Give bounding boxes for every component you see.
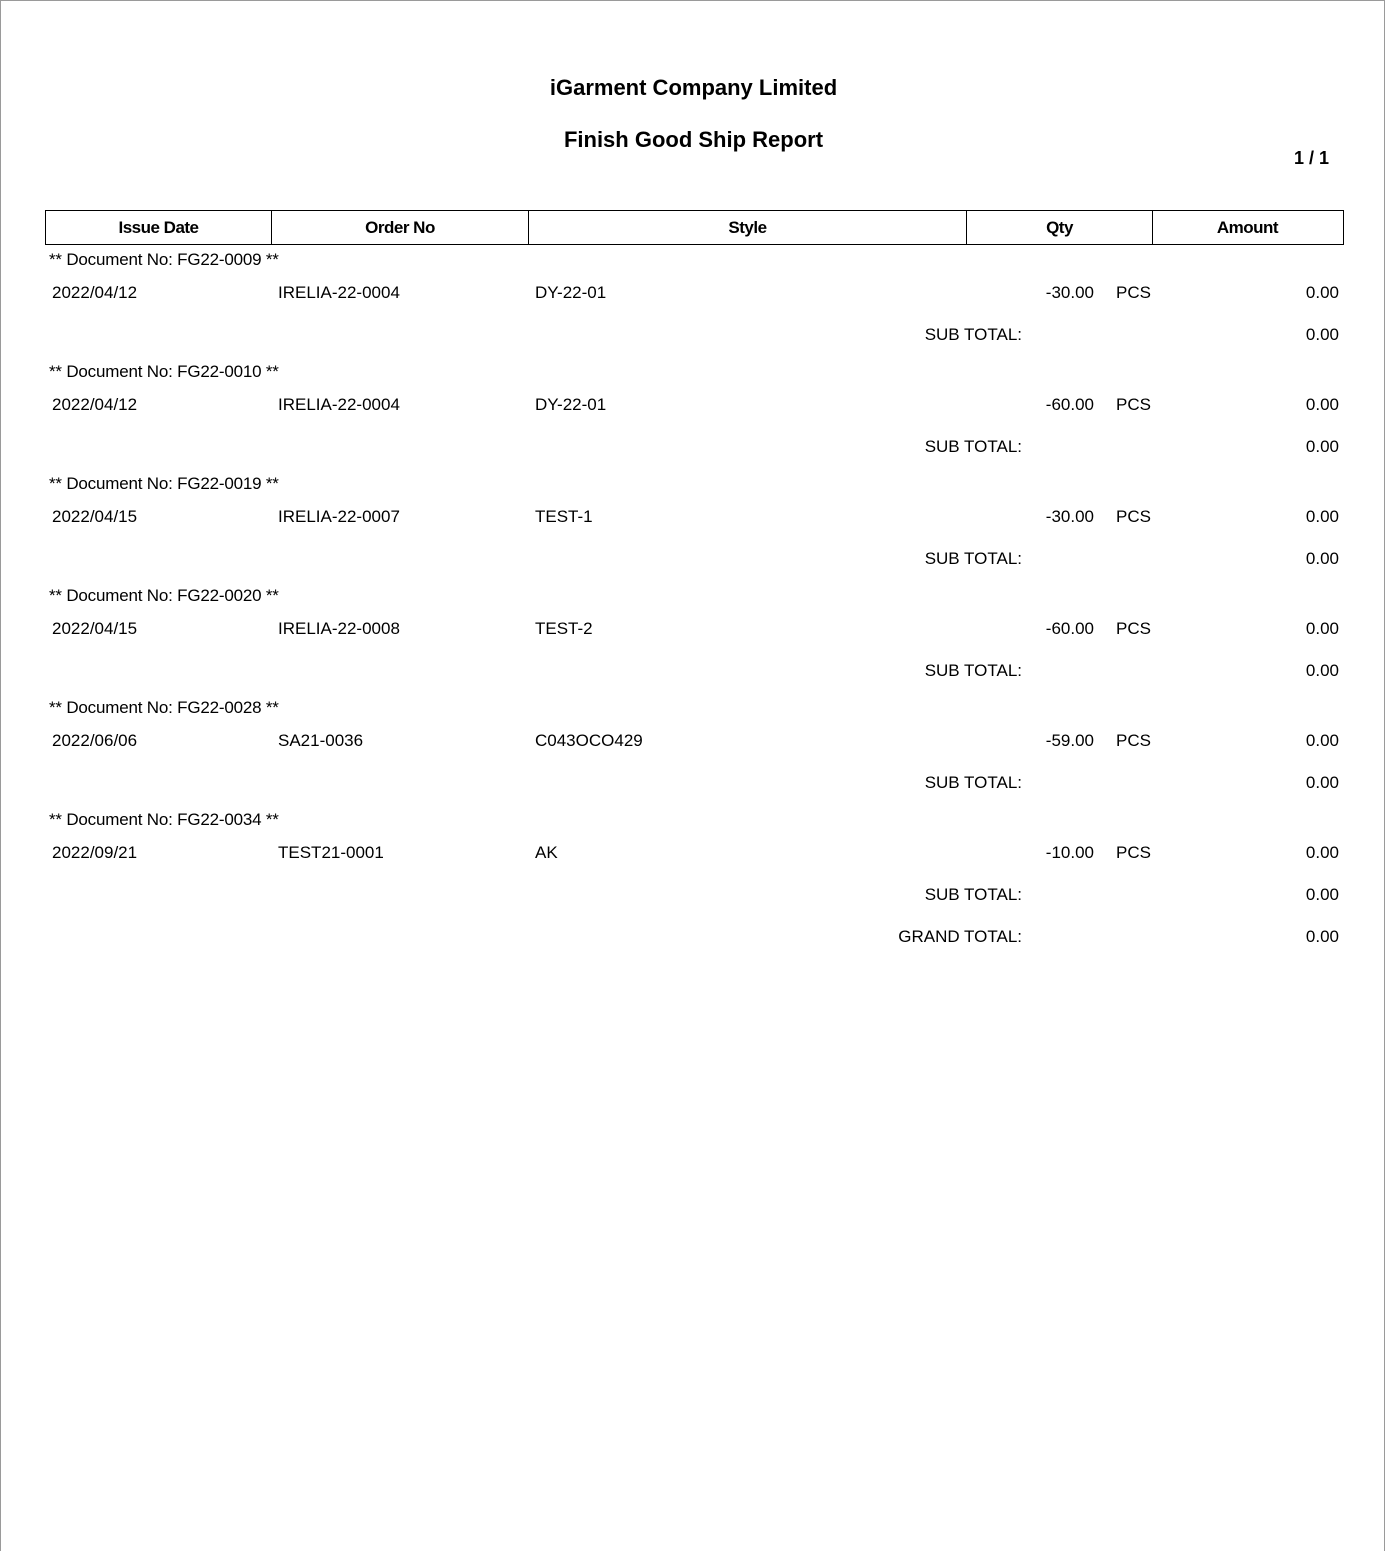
style: TEST-1 xyxy=(535,507,593,526)
report-title: Finish Good Ship Report xyxy=(563,127,824,152)
style: AK xyxy=(535,843,558,862)
document-header: ** Document No: FG22-0019 ** xyxy=(49,474,279,493)
amount: 0.00 xyxy=(1305,731,1339,750)
subtotal-row xyxy=(1,424,1386,469)
subtotal-label: SUB TOTAL: xyxy=(924,773,1022,792)
grand-total-row xyxy=(1,917,1386,957)
subtotal-label: SUB TOTAL: xyxy=(924,661,1022,680)
order-no: IRELIA-22-0008 xyxy=(278,619,400,638)
issue-date: 2022/09/21 xyxy=(52,843,138,862)
table-header xyxy=(45,210,1344,245)
document-group xyxy=(1,805,1386,917)
qty: -60.00 xyxy=(1045,395,1094,414)
table-row xyxy=(1,834,1386,872)
qty-unit: PCS xyxy=(1116,507,1151,526)
issue-date: 2022/04/12 xyxy=(52,283,138,302)
subtotal-label: SUB TOTAL: xyxy=(924,549,1022,568)
column-header-order-no: Order No xyxy=(272,211,529,244)
grand-total-label: GRAND TOTAL: xyxy=(898,927,1022,946)
subtotal-label: SUB TOTAL: xyxy=(924,885,1022,904)
column-header-issue-date: Issue Date xyxy=(46,211,272,244)
subtotal-label: SUB TOTAL: xyxy=(924,437,1022,456)
column-header-qty: Qty xyxy=(967,211,1153,244)
column-header-style: Style xyxy=(529,211,967,244)
qty: -30.00 xyxy=(1045,507,1094,526)
subtotal-value: 0.00 xyxy=(1305,885,1339,904)
document-header: ** Document No: FG22-0034 ** xyxy=(49,810,279,829)
table-row xyxy=(1,610,1386,648)
subtotal-row xyxy=(1,760,1386,805)
document-header: ** Document No: FG22-0009 ** xyxy=(49,250,279,269)
amount: 0.00 xyxy=(1305,395,1339,414)
subtotal-value: 0.00 xyxy=(1305,325,1339,344)
qty-unit: PCS xyxy=(1116,283,1151,302)
document-group xyxy=(1,245,1386,357)
style: DY-22-01 xyxy=(535,395,607,414)
amount: 0.00 xyxy=(1305,619,1339,638)
document-group xyxy=(1,581,1386,693)
qty-unit: PCS xyxy=(1116,395,1151,414)
qty: -60.00 xyxy=(1045,619,1094,638)
subtotal-value: 0.00 xyxy=(1305,549,1339,568)
qty-unit: PCS xyxy=(1116,619,1151,638)
qty-unit: PCS xyxy=(1116,731,1151,750)
subtotal-value: 0.00 xyxy=(1305,437,1339,456)
subtotal-value: 0.00 xyxy=(1305,661,1339,680)
qty: -59.00 xyxy=(1045,731,1094,750)
qty: -30.00 xyxy=(1045,283,1094,302)
document-group xyxy=(1,469,1386,581)
document-header: ** Document No: FG22-0010 ** xyxy=(49,362,279,381)
issue-date: 2022/04/15 xyxy=(52,507,138,526)
order-no: IRELIA-22-0004 xyxy=(278,395,400,414)
document-header: ** Document No: FG22-0020 ** xyxy=(49,586,279,605)
issue-date: 2022/04/15 xyxy=(52,619,138,638)
document-group xyxy=(1,693,1386,805)
document-group xyxy=(1,357,1386,469)
style: DY-22-01 xyxy=(535,283,607,302)
order-no: IRELIA-22-0007 xyxy=(278,507,400,526)
column-header-amount: Amount xyxy=(1216,217,1279,237)
table-row xyxy=(1,274,1386,312)
grand-total-value: 0.00 xyxy=(1305,927,1339,946)
table-row xyxy=(1,722,1386,760)
table-row xyxy=(1,498,1386,536)
page-number: 1 / 1 xyxy=(1293,148,1329,168)
order-no: TEST21-0001 xyxy=(278,843,384,862)
qty-unit: PCS xyxy=(1116,843,1151,862)
issue-date: 2022/06/06 xyxy=(52,731,138,750)
subtotal-row xyxy=(1,872,1386,917)
issue-date: 2022/04/12 xyxy=(52,395,138,414)
style: TEST-2 xyxy=(535,619,593,638)
order-no: SA21-0036 xyxy=(278,731,364,750)
document-header: ** Document No: FG22-0028 ** xyxy=(49,698,279,717)
subtotal-label: SUB TOTAL: xyxy=(924,325,1022,344)
style: C043OCO429 xyxy=(535,731,643,750)
subtotal-value: 0.00 xyxy=(1305,773,1339,792)
amount: 0.00 xyxy=(1305,507,1339,526)
subtotal-row xyxy=(1,312,1386,357)
subtotal-row xyxy=(1,536,1386,581)
subtotal-row xyxy=(1,648,1386,693)
amount: 0.00 xyxy=(1305,843,1339,862)
qty: -10.00 xyxy=(1045,843,1094,862)
order-no: IRELIA-22-0004 xyxy=(278,283,400,302)
company-name: iGarment Company Limited xyxy=(549,75,838,100)
amount: 0.00 xyxy=(1305,283,1339,302)
table-row xyxy=(1,386,1386,424)
report-body xyxy=(1,245,1386,957)
